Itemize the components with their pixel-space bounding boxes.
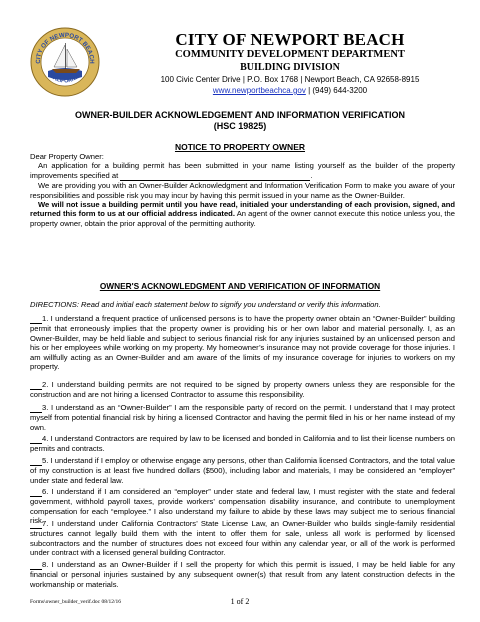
division-name: BUILDING DIVISION [240,62,340,73]
contact-line [100,86,480,95]
initial-field-2[interactable] [30,380,42,390]
department-name: COMMUNITY DEVELOPMENT DEPARTMENT [175,49,405,60]
city-name: CITY OF NEWPORT BEACH [175,30,405,49]
form-title-code: (HSC 19825) [213,121,267,131]
statement-item-2: 2. I understand building permits are not required to be signed by property owners unless they are responsible for the construction and are not hiring a licensed Contractor to assume this responsibility. [30,380,455,400]
notice-body [30,152,455,228]
initial-field-6[interactable] [30,487,42,497]
initial-field-5[interactable] [30,456,42,466]
statement-item-6: 6. I understand if I am considered an “employer” under state and federal law, I must register with the state and federal government, withhold payroll taxes, provide workers’ compensation disability insurance, and contribute to unemployment compensation for each “employee.” I also understand my failure to abide by these laws may subject me to serious financial risk. [30,487,455,526]
initial-field-7[interactable] [30,519,42,529]
statement-item-8: 8. I understand as an Owner-Builder if I sell the property for which this permit is issued, I may be held liable for any financial or personal injuries sustained by any subsequent owner(s) that result from any latent construction defects in the workmanship or materials. [30,560,455,589]
statement-item-1: 1. I understand a frequent practice of unlicensed persons is to have the property owner obtain an “Owner-Builder” building permit that erroneously implies that the property owner is providing his or her own labor and material personally. I, as an Owner-Builder, may be held liable and subject to serious financial risk for any injuries sustained by an unlicensed person and his or her employees while working on my property. My homeowner’s insurance may not provide coverage for those injuries. I am willfully acting as an Owner-Builder and am aware of the limits of my insurance coverage for injuries to workers on my property. [30,314,455,372]
salutation: Dear Property Owner: [30,152,104,161]
file-reference: Forms\owner_builder_verif.doc 08/12/16 [30,599,122,605]
initial-field-3[interactable] [30,403,42,413]
svg-text:CALIFORNIA: CALIFORNIA [48,73,82,85]
notice-heading: NOTICE TO PROPERTY OWNER [174,142,306,152]
city-seal-logo [30,27,100,97]
statement-item-4: 4. I understand Contractors are required by law to be licensed and bonded in California and to list their license numbers on permits and contracts. [30,434,455,454]
statement-item-5: 5. I understand if I employ or otherwise engage any persons, other than California licensed Contractors, and the total value of my construction is at least five hundred dollars ($500), including labor and materials, I may be considered an “employer” under state and federal law. [30,456,455,485]
address-line: 100 Civic Center Drive | P.O. Box 1768 | Newport Beach, CA 92658-8915 [160,75,420,84]
initial-field-1[interactable] [30,314,42,324]
form-title: OWNER-BUILDER ACKNOWLEDGEMENT AND INFORMATION VERIFICATION [75,110,405,120]
notice-paragraph-3: We will not issue a building permit until you have read, initialed your understanding of each provision, signed, and returned this form to us at our official address indicated. An agent of the owner cannot execute this notice unless you, the property owner, obtain the prior approval of the permitting authority. [30,200,455,228]
directions-text: DIRECTIONS: Read and initial each statement below to signify you understand or verify this information. [30,300,381,309]
statement-item-7: 7. I understand under California Contractors’ State License Law, an Owner-Builder who builds single-family residential structures cannot legally build them with the intent to offer them for sale, unless all work is performed by licensed subcontractors and the number of structures does not exceed four within any calendar year, or all of the work is performed under contract with a licensed general building Contractor. [30,519,455,558]
property-address-field[interactable] [120,171,310,181]
website-link[interactable]: www.newportbeachca.gov [212,86,306,95]
notice-paragraph-2: We are providing you with an Owner-Builder Acknowledgment and Information Verification Form to make you aware of your responsibilities and possible risk you may incur by having this permit issued in your name as the Owner-Builder. [30,181,455,200]
initial-field-4[interactable] [30,434,42,444]
section-heading: OWNER'S ACKNOWLEDGMENT AND VERIFICATION OF INFORMATION [99,281,381,291]
svg-text:CITY OF NEWPORT BEACH: CITY OF NEWPORT BEACH [34,31,96,64]
phone-number: | (949) 644-3200 [305,86,368,95]
notice-paragraph-1: An application for a building permit has been submitted in your name listing yourself as the builder of the property improvements specified at . [30,161,455,180]
statement-item-3: 3. I understand as an “Owner-Builder” I am the responsible party of record on the permit. I understand that I may protect myself from potential financial risk by hiring a licensed Contractor and having the permit filed in his or her name instead of my own. [30,403,455,432]
initial-field-8[interactable] [30,560,42,570]
page-number: 1 of 2 [230,597,250,606]
